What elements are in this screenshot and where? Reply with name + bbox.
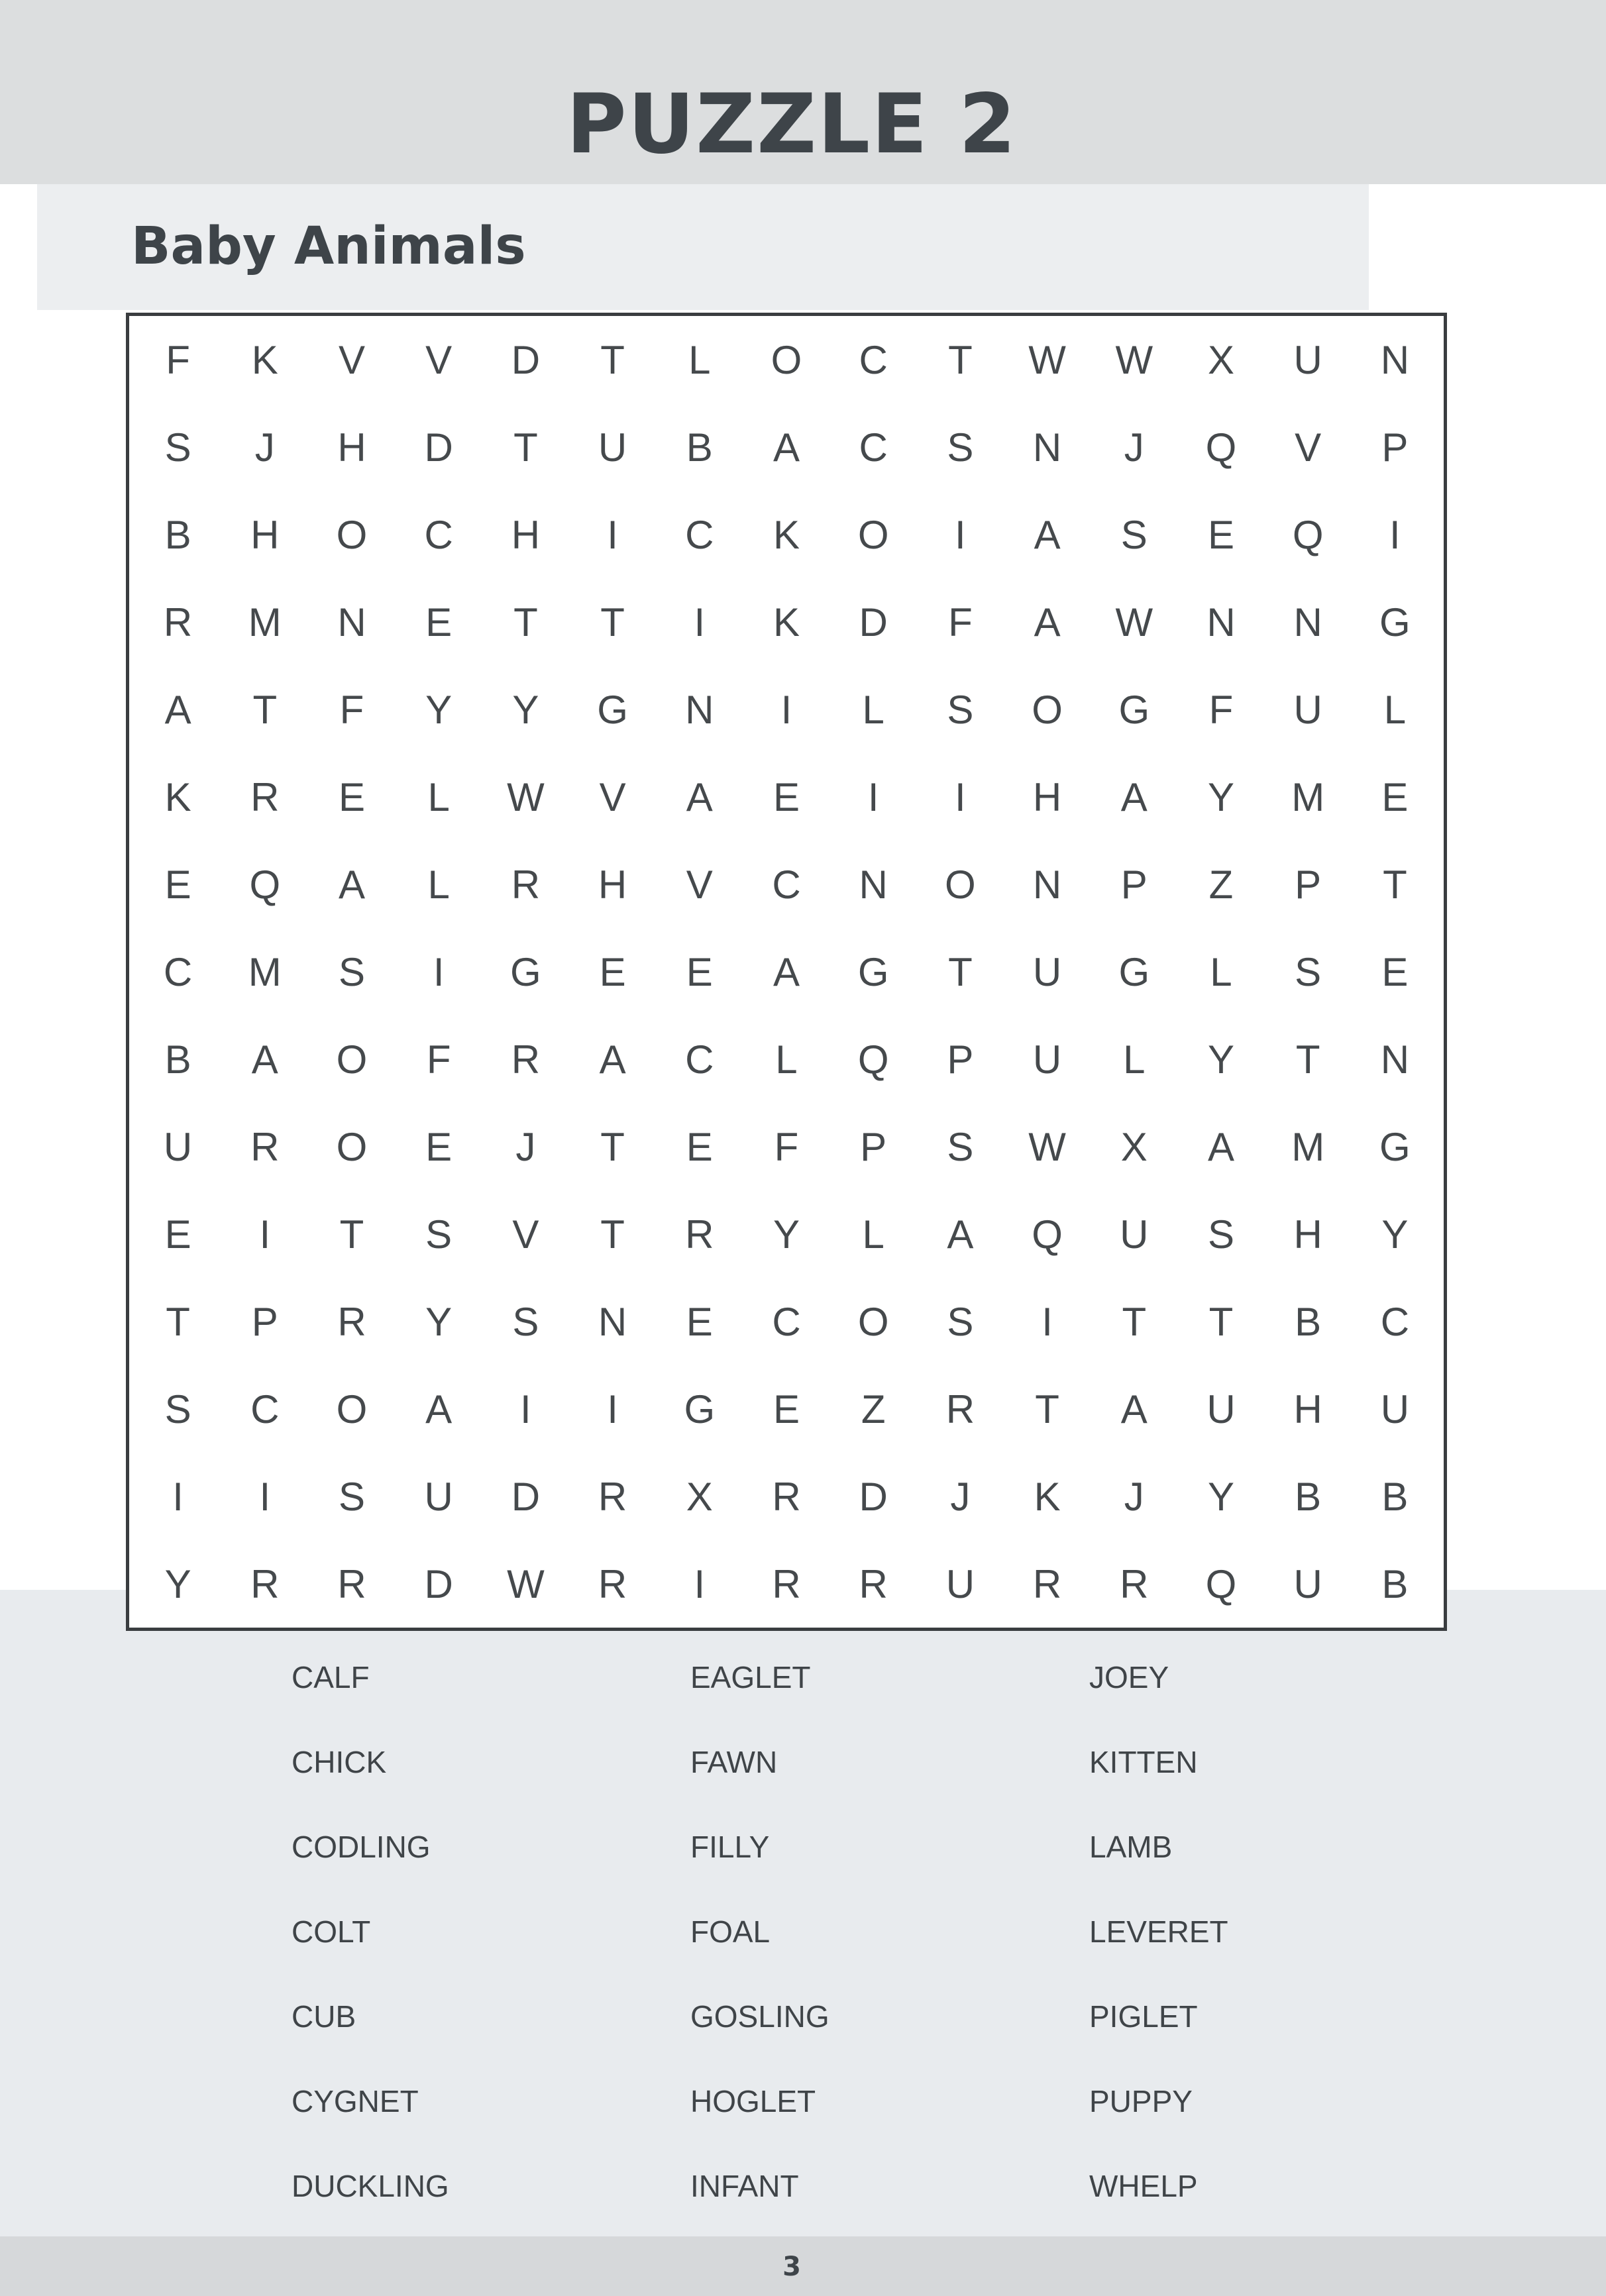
grid-cell: S bbox=[164, 425, 191, 470]
grid-cell: R bbox=[1120, 1561, 1149, 1606]
grid-cell: J bbox=[950, 1474, 971, 1519]
grid-cell: N bbox=[1380, 1037, 1410, 1082]
grid-cell: T bbox=[948, 949, 973, 994]
grid-cell: O bbox=[1032, 687, 1063, 732]
grid-cell: L bbox=[775, 1037, 798, 1082]
grid-cell: P bbox=[1120, 862, 1148, 907]
word-list-item: GOSLING bbox=[690, 1999, 830, 2034]
grid-cell: L bbox=[862, 1212, 884, 1257]
grid-cell: N bbox=[1032, 425, 1062, 470]
grid-cell: C bbox=[163, 949, 193, 994]
grid-cell: J bbox=[1124, 1474, 1144, 1519]
grid-cell: R bbox=[1032, 1561, 1062, 1606]
grid-cell: J bbox=[1124, 425, 1144, 470]
word-list-item: CALF bbox=[292, 1660, 370, 1695]
grid-cell: U bbox=[1032, 949, 1062, 994]
grid-cell: M bbox=[1291, 1124, 1325, 1169]
grid-cell: E bbox=[686, 1299, 713, 1344]
word-list-item: HOGLET bbox=[690, 2084, 816, 2118]
grid-cell: T bbox=[600, 1124, 625, 1169]
grid-cell: S bbox=[1295, 949, 1322, 994]
grid-cell: A bbox=[164, 687, 191, 732]
grid-cell: A bbox=[773, 425, 800, 470]
word-list-item: COLT bbox=[292, 1914, 371, 1949]
word-list-item: CYGNET bbox=[292, 2084, 419, 2118]
grid-cell: H bbox=[337, 425, 366, 470]
grid-cell: I bbox=[172, 1474, 184, 1519]
grid-cell: H bbox=[250, 512, 280, 557]
grid-cell: F bbox=[948, 600, 973, 645]
word-list-item: JOEY bbox=[1089, 1660, 1169, 1695]
grid-cell: P bbox=[947, 1037, 974, 1082]
grid-cell: O bbox=[857, 1299, 889, 1344]
grid-cell: Q bbox=[1205, 1561, 1237, 1606]
grid-cell: O bbox=[857, 512, 889, 557]
grid-cell: X bbox=[1120, 1124, 1148, 1169]
grid-cell: C bbox=[424, 512, 453, 557]
grid-cell: G bbox=[597, 687, 628, 732]
grid-cell: Q bbox=[1205, 425, 1237, 470]
grid-cell: C bbox=[772, 862, 801, 907]
grid-cell: Y bbox=[164, 1561, 191, 1606]
grid-cell: T bbox=[1122, 1299, 1147, 1344]
grid-cell: A bbox=[1120, 1386, 1148, 1432]
grid-cell: K bbox=[251, 337, 278, 382]
grid-cell: T bbox=[948, 337, 973, 382]
grid-cell: S bbox=[947, 425, 974, 470]
grid-cell: U bbox=[1206, 1386, 1236, 1432]
grid-cell: R bbox=[337, 1299, 366, 1344]
word-list-item: PIGLET bbox=[1089, 1999, 1198, 2034]
grid-cell: I bbox=[694, 600, 706, 645]
grid-cell: R bbox=[859, 1561, 888, 1606]
grid-cell: V bbox=[425, 337, 453, 382]
grid-cell: W bbox=[1115, 337, 1153, 382]
grid-cell: S bbox=[947, 687, 974, 732]
word-list-item: FAWN bbox=[690, 1745, 778, 1779]
grid-cell: T bbox=[1295, 1037, 1320, 1082]
grid-cell: G bbox=[1118, 949, 1150, 994]
grid-cell: Y bbox=[773, 1212, 800, 1257]
grid-cell: H bbox=[1293, 1386, 1322, 1432]
grid-cell: Q bbox=[1292, 512, 1324, 557]
grid-cell: T bbox=[166, 1299, 190, 1344]
grid-cell: Z bbox=[1208, 862, 1234, 907]
grid-cell: I bbox=[607, 1386, 618, 1432]
word-list-item: DUCKLING bbox=[292, 2169, 449, 2203]
grid-cell: V bbox=[599, 774, 626, 819]
grid-cell: U bbox=[1293, 687, 1322, 732]
grid-cell: T bbox=[1208, 1299, 1234, 1344]
grid-cell: N bbox=[337, 600, 366, 645]
grid-cell: V bbox=[1295, 425, 1322, 470]
grid-cell: I bbox=[1042, 1299, 1053, 1344]
grid-cell: R bbox=[772, 1474, 801, 1519]
grid-cell: G bbox=[510, 949, 541, 994]
grid-cell: I bbox=[259, 1212, 271, 1257]
grid-cell: M bbox=[1291, 774, 1325, 819]
word-list-column-2 bbox=[690, 1656, 1061, 2250]
grid-cell: E bbox=[1381, 774, 1409, 819]
word-list-column-1 bbox=[292, 1656, 663, 2250]
grid-cell: A bbox=[686, 774, 713, 819]
grid-cell: R bbox=[337, 1561, 366, 1606]
grid-cell: E bbox=[773, 774, 800, 819]
grid-cell: W bbox=[1028, 1124, 1066, 1169]
grid-cell: K bbox=[773, 512, 800, 557]
grid-cell: C bbox=[859, 425, 888, 470]
grid-cell: U bbox=[598, 425, 627, 470]
grid-cell: I bbox=[520, 1386, 531, 1432]
grid-cell: R bbox=[945, 1386, 975, 1432]
grid-cell: F bbox=[166, 337, 190, 382]
grid-cell: A bbox=[599, 1037, 626, 1082]
word-list-item: FILLY bbox=[690, 1830, 770, 1864]
grid-cell: V bbox=[512, 1212, 539, 1257]
grid-cell: T bbox=[252, 687, 278, 732]
grid-cell: G bbox=[857, 949, 889, 994]
grid-cell: Y bbox=[425, 1299, 453, 1344]
grid-cell: E bbox=[686, 1124, 713, 1169]
grid-cell: N bbox=[598, 1299, 627, 1344]
grid-cell: B bbox=[1381, 1561, 1409, 1606]
grid-cell: D bbox=[859, 1474, 888, 1519]
grid-cell: A bbox=[773, 949, 800, 994]
grid-cell: Y bbox=[1381, 1212, 1409, 1257]
grid-cell: K bbox=[773, 600, 800, 645]
grid-cell: F bbox=[1208, 687, 1234, 732]
grid-cell: U bbox=[1120, 1212, 1149, 1257]
word-list-item: LEVERET bbox=[1089, 1914, 1228, 1949]
grid-cell: L bbox=[1210, 949, 1232, 994]
grid-cell: R bbox=[598, 1561, 627, 1606]
grid-cell: S bbox=[338, 1474, 365, 1519]
grid-cell: H bbox=[598, 862, 627, 907]
grid-cell: T bbox=[513, 600, 538, 645]
grid-cell: L bbox=[862, 687, 884, 732]
grid-cell: O bbox=[945, 862, 976, 907]
grid-cell: F bbox=[426, 1037, 451, 1082]
grid-cell: I bbox=[694, 1561, 706, 1606]
word-list-item: PUPPY bbox=[1089, 2084, 1193, 2118]
grid-cell: E bbox=[773, 1386, 800, 1432]
grid-cell: S bbox=[512, 1299, 539, 1344]
word-search-grid bbox=[126, 313, 1447, 1631]
grid-cell: Q bbox=[1032, 1212, 1063, 1257]
grid-cell: E bbox=[425, 1124, 453, 1169]
grid-cell: E bbox=[164, 1212, 191, 1257]
grid-cell: L bbox=[1123, 1037, 1146, 1082]
grid-cell: L bbox=[1383, 687, 1407, 732]
grid-cell: A bbox=[338, 862, 365, 907]
grid-cell: O bbox=[336, 1386, 368, 1432]
grid-cell: M bbox=[248, 949, 282, 994]
grid-cell: H bbox=[511, 512, 541, 557]
word-list-item: CHICK bbox=[292, 1745, 387, 1779]
grid-cell: L bbox=[688, 337, 711, 382]
grid-cell: Y bbox=[1207, 1037, 1234, 1082]
grid-cell: Y bbox=[512, 687, 539, 732]
grid-cell: G bbox=[684, 1386, 716, 1432]
grid-cell: R bbox=[772, 1561, 801, 1606]
grid-cell: T bbox=[339, 1212, 364, 1257]
grid-cell: B bbox=[686, 425, 713, 470]
grid-cell: Y bbox=[425, 687, 453, 732]
grid-cell: D bbox=[511, 1474, 541, 1519]
grid-cell: U bbox=[1293, 1561, 1322, 1606]
grid-cell: N bbox=[859, 862, 888, 907]
grid-cell: E bbox=[1381, 949, 1409, 994]
grid-cell: R bbox=[511, 862, 541, 907]
word-list-item: FOAL bbox=[690, 1914, 771, 1949]
grid-cell: E bbox=[686, 949, 713, 994]
grid-cell: I bbox=[1389, 512, 1401, 557]
grid-cell: U bbox=[1032, 1037, 1062, 1082]
word-list-item: KITTEN bbox=[1089, 1745, 1198, 1779]
grid-cell: U bbox=[945, 1561, 975, 1606]
grid-cell: Z bbox=[861, 1386, 886, 1432]
grid-cell: D bbox=[424, 425, 453, 470]
grid-cell: O bbox=[336, 1124, 368, 1169]
grid-cell: S bbox=[1207, 1212, 1234, 1257]
grid-cell: P bbox=[1295, 862, 1322, 907]
grid-cell: P bbox=[860, 1124, 887, 1169]
grid-cell: F bbox=[774, 1124, 799, 1169]
grid-cell: W bbox=[507, 1561, 545, 1606]
grid-cell: A bbox=[1207, 1124, 1234, 1169]
grid-cell: N bbox=[1380, 337, 1410, 382]
grid-cell: L bbox=[427, 774, 450, 819]
grid-cell: U bbox=[424, 1474, 453, 1519]
grid-cell: U bbox=[1380, 1386, 1410, 1432]
grid-cell: P bbox=[251, 1299, 278, 1344]
grid-cell: I bbox=[955, 512, 966, 557]
puzzle-subtitle: Baby Animals bbox=[131, 217, 526, 276]
grid-cell: N bbox=[1206, 600, 1236, 645]
grid-cell: I bbox=[607, 512, 618, 557]
grid-cell: I bbox=[867, 774, 879, 819]
word-list-item: WHELP bbox=[1089, 2169, 1198, 2203]
grid-cell: W bbox=[1028, 337, 1066, 382]
grid-cell: O bbox=[336, 1037, 368, 1082]
grid-cell: V bbox=[338, 337, 365, 382]
grid-cell: X bbox=[1207, 337, 1234, 382]
grid-cell: A bbox=[251, 1037, 278, 1082]
word-list-item: EAGLET bbox=[690, 1660, 811, 1695]
grid-cell: H bbox=[1032, 774, 1062, 819]
grid-cell: H bbox=[1293, 1212, 1322, 1257]
grid-cell: K bbox=[164, 774, 191, 819]
grid-cell: E bbox=[338, 774, 365, 819]
grid-cell: T bbox=[1035, 1386, 1059, 1432]
grid-cell: R bbox=[685, 1212, 714, 1257]
grid-cell: G bbox=[1379, 1124, 1411, 1169]
grid-cell: F bbox=[339, 687, 364, 732]
grid-cell: L bbox=[427, 862, 450, 907]
grid-cell: A bbox=[947, 1212, 974, 1257]
grid-cell: P bbox=[1381, 425, 1409, 470]
grid-cell: G bbox=[1379, 600, 1411, 645]
grid-cell: T bbox=[600, 337, 625, 382]
grid-cell: E bbox=[1207, 512, 1234, 557]
grid-cell: A bbox=[425, 1386, 453, 1432]
grid-cell: N bbox=[685, 687, 714, 732]
grid-cell: W bbox=[1115, 600, 1153, 645]
grid-cell: S bbox=[425, 1212, 453, 1257]
grid-cell: N bbox=[1032, 862, 1062, 907]
grid-cell: B bbox=[164, 512, 191, 557]
grid-cell: Q bbox=[857, 1037, 889, 1082]
page-number: 3 bbox=[782, 2252, 801, 2282]
word-list-item: LAMB bbox=[1089, 1830, 1173, 1864]
grid-cell: W bbox=[507, 774, 545, 819]
grid-cell: R bbox=[163, 600, 193, 645]
grid-cell: R bbox=[511, 1037, 541, 1082]
grid-cell: M bbox=[248, 600, 282, 645]
grid-cell: S bbox=[947, 1299, 974, 1344]
grid-cell: B bbox=[1295, 1299, 1322, 1344]
grid-cell: O bbox=[336, 512, 368, 557]
grid-cell: S bbox=[164, 1386, 191, 1432]
grid-cell: X bbox=[686, 1474, 713, 1519]
grid-cell: C bbox=[772, 1299, 801, 1344]
grid-cell: E bbox=[599, 949, 626, 994]
grid-cell: G bbox=[1118, 687, 1150, 732]
grid-cell: O bbox=[771, 337, 802, 382]
grid-cell: C bbox=[685, 1037, 714, 1082]
grid-cell: B bbox=[164, 1037, 191, 1082]
grid-cell: I bbox=[259, 1474, 271, 1519]
grid-cell: R bbox=[250, 1561, 280, 1606]
grid-cell: B bbox=[1295, 1474, 1322, 1519]
word-list-item: INFANT bbox=[690, 2169, 799, 2203]
grid-cell: V bbox=[686, 862, 713, 907]
grid-cell: I bbox=[955, 774, 966, 819]
grid-cell: T bbox=[513, 425, 538, 470]
grid-cell: C bbox=[1380, 1299, 1410, 1344]
grid-cell: T bbox=[1383, 862, 1407, 907]
word-list-column-3 bbox=[1089, 1656, 1460, 2250]
grid-cell: S bbox=[947, 1124, 974, 1169]
grid-cell: A bbox=[1120, 774, 1148, 819]
grid-cell: J bbox=[254, 425, 275, 470]
grid-cell: C bbox=[859, 337, 888, 382]
grid-cell: D bbox=[511, 337, 541, 382]
grid-cell: R bbox=[250, 774, 280, 819]
grid-cell: Q bbox=[249, 862, 281, 907]
word-list-item: CODLING bbox=[292, 1830, 431, 1864]
grid-cell: S bbox=[338, 949, 365, 994]
grid-cell: D bbox=[424, 1561, 453, 1606]
grid-cell: I bbox=[433, 949, 445, 994]
grid-cell: K bbox=[1034, 1474, 1061, 1519]
grid-cell: A bbox=[1034, 512, 1061, 557]
grid-cell: A bbox=[1034, 600, 1061, 645]
grid-cell: T bbox=[600, 600, 625, 645]
grid-cell: U bbox=[163, 1124, 193, 1169]
grid-cell: U bbox=[1293, 337, 1322, 382]
grid-cell: S bbox=[1120, 512, 1148, 557]
grid-cell: N bbox=[1293, 600, 1322, 645]
grid-cell: T bbox=[600, 1212, 625, 1257]
page-title: PUZZLE 2 bbox=[566, 77, 1018, 172]
grid-cell: J bbox=[515, 1124, 536, 1169]
grid-cell: B bbox=[1381, 1474, 1409, 1519]
grid-cell: I bbox=[780, 687, 792, 732]
grid-cell: D bbox=[859, 600, 888, 645]
grid-cell: E bbox=[164, 862, 191, 907]
grid-cell: R bbox=[598, 1474, 627, 1519]
word-list-item: CUB bbox=[292, 1999, 356, 2034]
grid-cell: C bbox=[685, 512, 714, 557]
grid-cell: C bbox=[250, 1386, 280, 1432]
grid-cell: E bbox=[425, 600, 453, 645]
grid-cell: Y bbox=[1207, 1474, 1234, 1519]
grid-cell: R bbox=[250, 1124, 280, 1169]
grid-cell: Y bbox=[1207, 774, 1234, 819]
